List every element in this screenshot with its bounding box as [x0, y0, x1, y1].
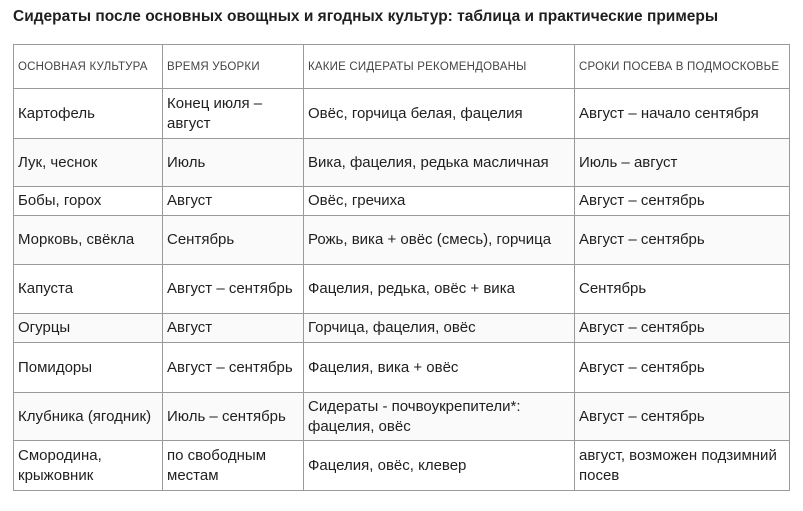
cell-harvest-time: Конец июля – август — [163, 89, 304, 139]
cell-sowing-dates: Август – начало сентября — [575, 89, 790, 139]
cell-main-crop: Лук, чеснок — [14, 139, 163, 187]
cell-sowing-dates: Август – сентябрь — [575, 216, 790, 265]
table-row — [14, 343, 790, 393]
table-row — [14, 393, 790, 441]
cell-main-crop: Картофель — [14, 89, 163, 139]
table-row — [14, 265, 790, 314]
cell-sowing-dates: август, возможен подзимний посев — [575, 441, 790, 491]
cell-green-manure: Овёс, гречиха — [304, 187, 575, 216]
cell-harvest-time: Август – сентябрь — [163, 265, 304, 314]
column-header-harvest-time: ВРЕМЯ УБОРКИ — [163, 45, 304, 89]
crop-table — [13, 44, 790, 491]
cell-main-crop: Смородина, крыжовник — [14, 441, 163, 491]
table-row — [14, 139, 790, 187]
cell-harvest-time: Август – сентябрь — [163, 343, 304, 393]
cell-main-crop: Бобы, горох — [14, 187, 163, 216]
column-header-sowing-dates: СРОКИ ПОСЕВА В ПОДМОСКОВЬЕ — [575, 45, 790, 89]
cell-sowing-dates: Сентябрь — [575, 265, 790, 314]
cell-main-crop: Морковь, свёкла — [14, 216, 163, 265]
cell-green-manure: Горчица, фацелия, овёс — [304, 314, 575, 343]
cell-harvest-time: Август — [163, 187, 304, 216]
cell-green-manure: Рожь, вика + овёс (смесь), горчица — [304, 216, 575, 265]
cell-sowing-dates: Август – сентябрь — [575, 343, 790, 393]
cell-green-manure: Сидераты - почвоукрепители*: фацелия, овёс — [304, 393, 575, 441]
table-row — [14, 187, 790, 216]
cell-green-manure: Фацелия, редька, овёс + вика — [304, 265, 575, 314]
cell-harvest-time: Июль – сентябрь — [163, 393, 304, 441]
table-row — [14, 89, 790, 139]
cell-main-crop: Капуста — [14, 265, 163, 314]
cell-harvest-time: Сентябрь — [163, 216, 304, 265]
table-row — [14, 314, 790, 343]
cell-green-manure: Овёс, горчица белая, фацелия — [304, 89, 575, 139]
cell-main-crop: Клубника (ягодник) — [14, 393, 163, 441]
cell-green-manure: Фацелия, вика + овёс — [304, 343, 575, 393]
cell-sowing-dates: Август – сентябрь — [575, 314, 790, 343]
cell-main-crop: Огурцы — [14, 314, 163, 343]
cell-main-crop: Помидоры — [14, 343, 163, 393]
cell-sowing-dates: Июль – август — [575, 139, 790, 187]
cell-sowing-dates: Август – сентябрь — [575, 187, 790, 216]
cell-harvest-time: Июль — [163, 139, 304, 187]
cell-harvest-time: по свободным местам — [163, 441, 304, 491]
cell-sowing-dates: Август – сентябрь — [575, 393, 790, 441]
page-title: Сидераты после основных овощных и ягодных культур: таблица и практические примеры — [13, 8, 719, 25]
column-header-green-manure: КАКИЕ СИДЕРАТЫ РЕКОМЕНДОВАНЫ — [304, 45, 575, 89]
table-row — [14, 216, 790, 265]
column-header-main-crop: ОСНОВНАЯ КУЛЬТУРА — [14, 45, 163, 89]
cell-green-manure: Фацелия, овёс, клевер — [304, 441, 575, 491]
cell-green-manure: Вика, фацелия, редька масличная — [304, 139, 575, 187]
table-header-row — [14, 45, 790, 89]
cell-harvest-time: Август — [163, 314, 304, 343]
table-row — [14, 441, 790, 491]
